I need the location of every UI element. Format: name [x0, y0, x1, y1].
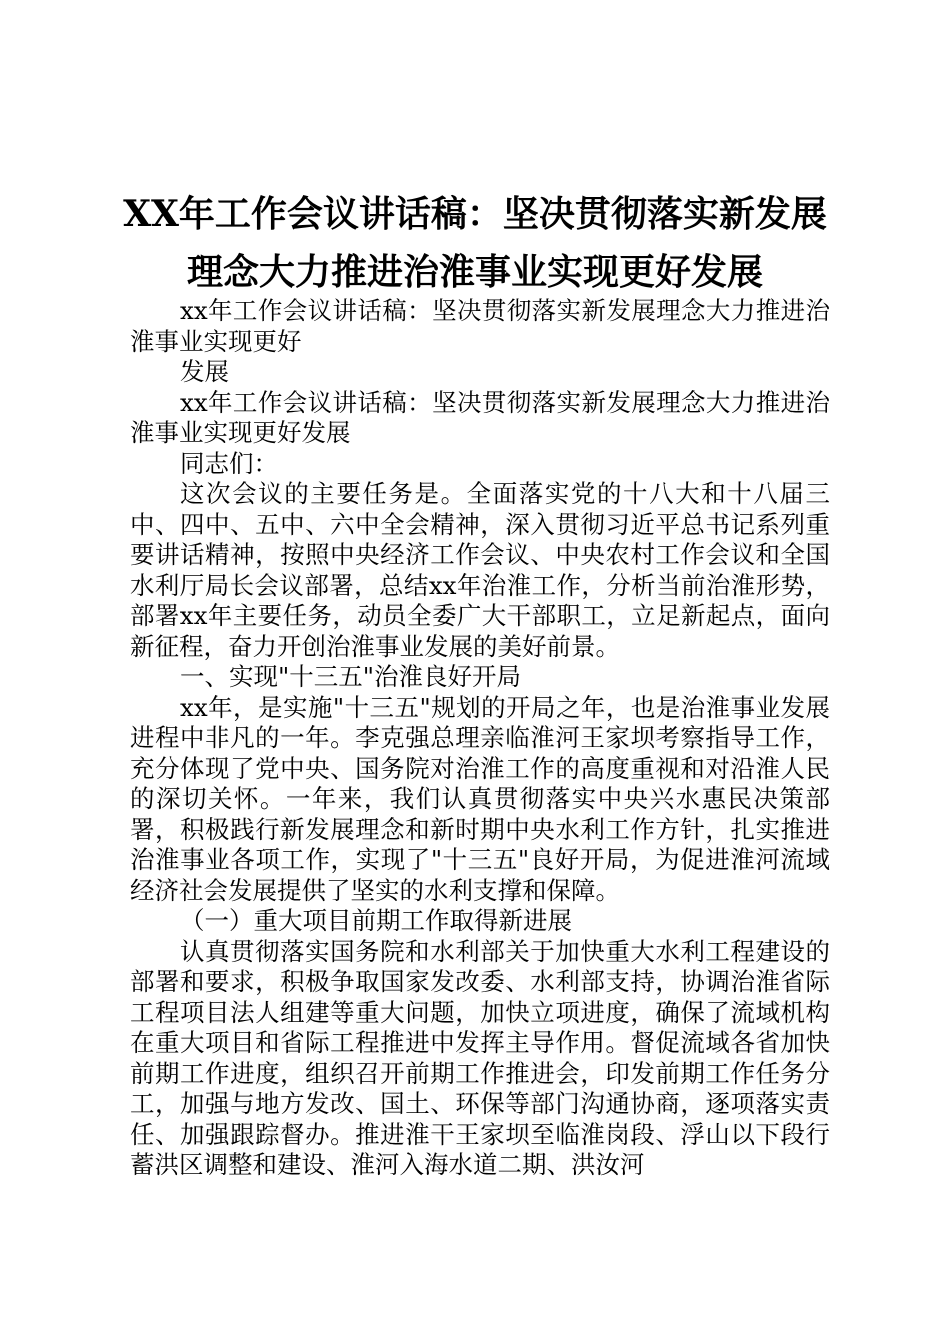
salutation: 同志们： — [180, 448, 278, 478]
document-title-line-2: 理念大力推进治淮事业实现更好发展 — [186, 251, 763, 293]
subsection-heading: （一）重大项目前期工作取得新进展 — [180, 906, 572, 935]
paragraph: 认真贯彻落实国务院和水利部关于加快重大水利工程建设的部署和要求，积极争取国家发改委、水利部支持，协调治淮省际工程项目法人组建等重大问题，加快立项进度，确保了流域机构在重大项目和省际工程推进中发挥主导作用。督促流域各省加快前期工作进度，组织召开前期工作推进会，印发前期工作任务分工，加强与地方发改、国土、环保等部门沟通协商，逐项落实责任、加强跟踪督办。推进淮干王家坝至临淮岗段、浮山以下段行蓄洪区调整和建设、淮河入海水道二期、洪汝河 — [130, 936, 830, 1179]
paragraph: xx年，是实施"十三五"规划的开局之年，也是治淮事业发展进程中非凡的一年。李克强总理亲临淮河王家坝考察指导工作，充分体现了党中央、国务院对治淮工作的高度重视和对沿淮人民的深切关怀。一年来，我们认真贯彻落实中央兴水惠民决策部署，积极践行新发展理念和新时期中央水利工作方针，扎实推进治淮事业各项工作，实现了"十三五"良好开局，为促进淮河流域经济社会发展提供了坚实的水利支撑和保障。 — [130, 692, 830, 905]
document-title-line-1: XX年工作会议讲话稿：坚决贯彻落实新发展 — [123, 193, 827, 235]
paragraph: 这次会议的主要任务是。全面落实党的十八大和十八届三中、四中、五中、六中全会精神，深入贯彻习近平总书记系列重要讲话精神，按照中央经济工作会议、中央农村工作会议和全国水利厅局长会议部署，总结xx年治淮工作，分析当前治淮形势，部署xx年主要任务，动员全委广大干部职工，立足新起点，面向新征程，奋力开创治淮事业发展的美好前景。 — [130, 479, 830, 661]
section-heading: 一、实现"十三五"治淮良好开局 — [180, 662, 522, 691]
paragraph: xx年工作会议讲话稿：坚决贯彻落实新发展理念大力推进治淮事业实现更好发展 — [130, 387, 830, 447]
document-body — [130, 296, 830, 1181]
paragraph: 发展 — [180, 357, 229, 386]
paragraph: xx年工作会议讲话稿：坚决贯彻落实新发展理念大力推进治淮事业实现更好 — [130, 296, 830, 356]
